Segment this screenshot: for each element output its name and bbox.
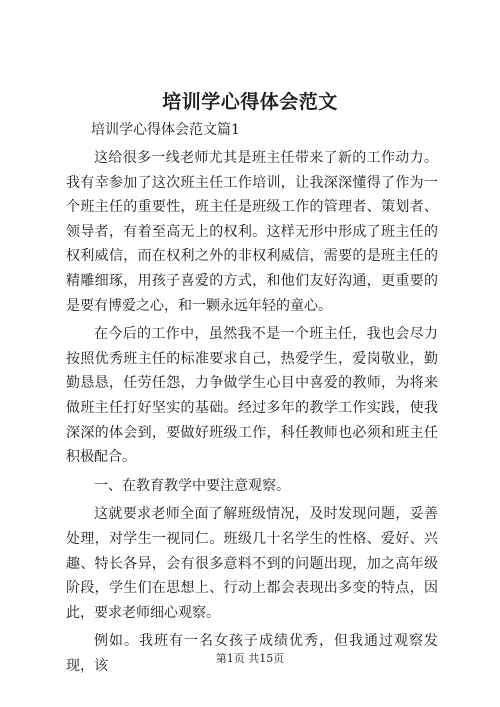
paragraph: 这给很多一线老师尤其是班主任带来了新的工作动力。我有幸参加了这次班主任工作培训，让我深深懂得了作为一个班主任的重要性，班主任是班级工作的管理者、策划者、领导者，有着至高无上的权利。这样无形中形成了班主任的权利威信，而在权利之外的非权利威信，需要的是班主任的精雕细琢，用孩子喜爱的方式，和他们友好沟通，更重要的是要有博爱之心，和一颗永远年轻的童心。 bbox=[66, 150, 438, 314]
paragraph: 在今后的工作中，虽然我不是一个班主任，我也会尽力按照优秀班主任的标准要求自己，热爱学生，爱岗敬业，勤勤恳恳，任劳任怨，力争做学生心目中喜爱的教师，为将来做班主任打好坚实的基础。经过多年的教学工作实践，使我深深的体会到，要做好班级工作，科任教师也必须和班主任积极配合。 bbox=[66, 326, 438, 466]
page-number-footer: 第1页 共15页 bbox=[215, 652, 285, 665]
document-title: 培训学心得体会范文 bbox=[162, 91, 338, 113]
section-heading: 一、在教育教学中要注意观察。 bbox=[94, 477, 290, 494]
document-subtitle: 培训学心得体会范文篇1 bbox=[91, 122, 240, 138]
document-body bbox=[66, 146, 438, 682]
paragraph: 这就要求老师全面了解班级情况，及时发现问题，妥善处理，对学生一视同仁。班级几十名学生的性格、爱好、兴趣、特长各异，会有很多意料不到的问题出现，加之高年级阶段，学生们在思想上、行动上都会表现出多变的特点，因此，要求老师细心观察。 bbox=[66, 506, 438, 621]
paragraph: 例如。我班有一名女孩子成绩优秀，但我通过观察发现，该 bbox=[66, 633, 438, 674]
